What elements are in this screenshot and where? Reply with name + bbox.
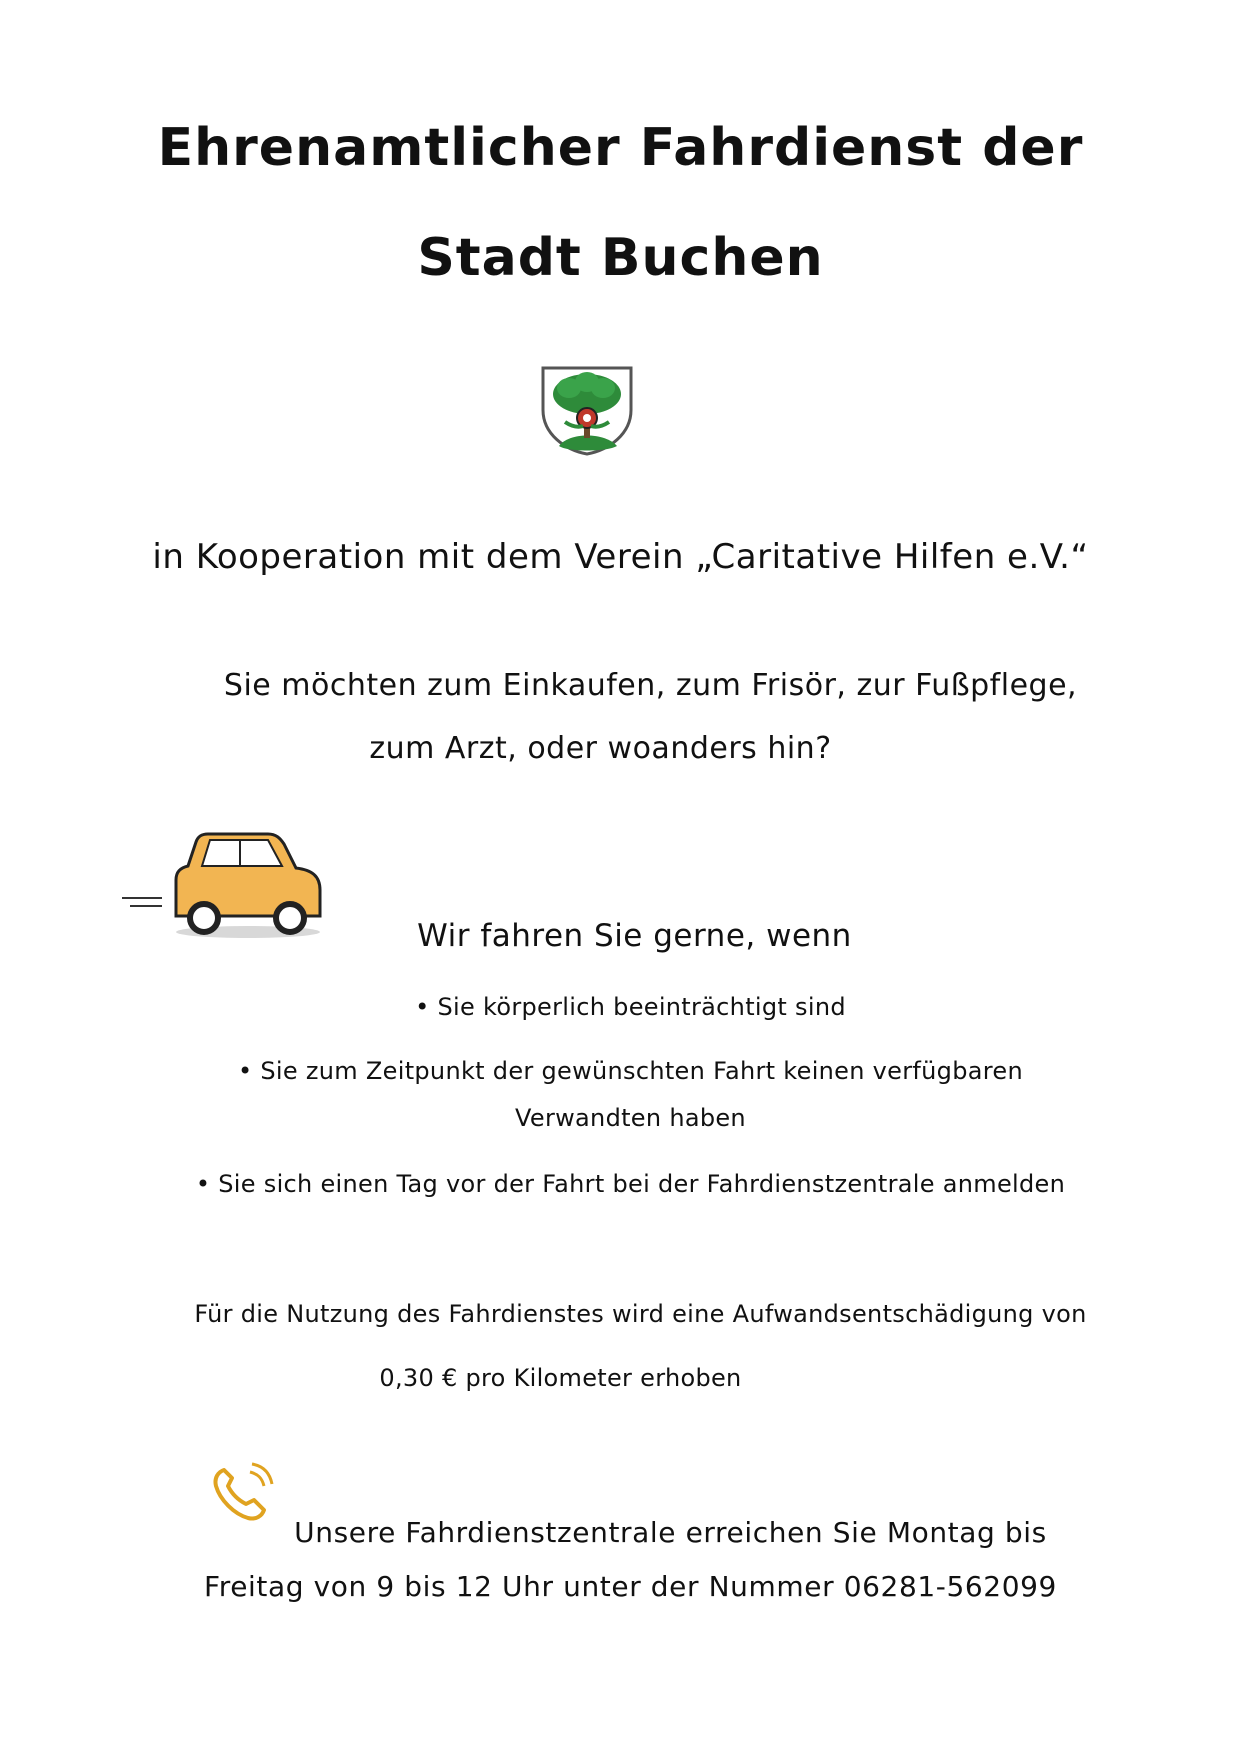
coat-of-arms-icon — [539, 364, 635, 456]
contact-line-1: Unsere Fahrdienstzentrale erreichen Sie Montag bis — [294, 1516, 1047, 1549]
conditions-heading: Wir fahren Sie gerne, wenn — [417, 918, 852, 954]
question-line-2: zum Arzt, oder woanders hin? — [369, 731, 832, 766]
condition-item-1: • Sie körperlich beeinträchtigt sind — [415, 993, 846, 1021]
contact-line-2: Freitag von 9 bis 12 Uhr unter der Nummer 06281-562099 — [204, 1570, 1057, 1603]
condition-item-3: • Sie sich einen Tag vor der Fahrt bei der Fahrdienstzentrale anmelden — [195, 1170, 1066, 1198]
question-line-1: Sie möchten zum Einkaufen, zum Frisör, zur Fußpflege, — [223, 668, 1078, 703]
condition-item-2: • Sie zum Zeitpunkt der gewünschten Fahrt keinen verfügbaren — [238, 1057, 1023, 1085]
fee-line-2: 0,30 € pro Kilometer erhoben — [379, 1364, 742, 1392]
fee-line-1: Für die Nutzung des Fahrdienstes wird eine Aufwandsentschädigung von — [194, 1300, 1087, 1328]
page-title-line-1: Ehrenamtlicher Fahrdienst der — [157, 118, 1084, 178]
phone-icon — [210, 1460, 276, 1522]
condition-item-2-continued: Verwandten haben — [515, 1104, 746, 1132]
cooperation-text: in Kooperation mit dem Verein „Caritative Hilfen e.V.“ — [152, 537, 1089, 577]
page-title-line-2: Stadt Buchen — [417, 228, 824, 288]
